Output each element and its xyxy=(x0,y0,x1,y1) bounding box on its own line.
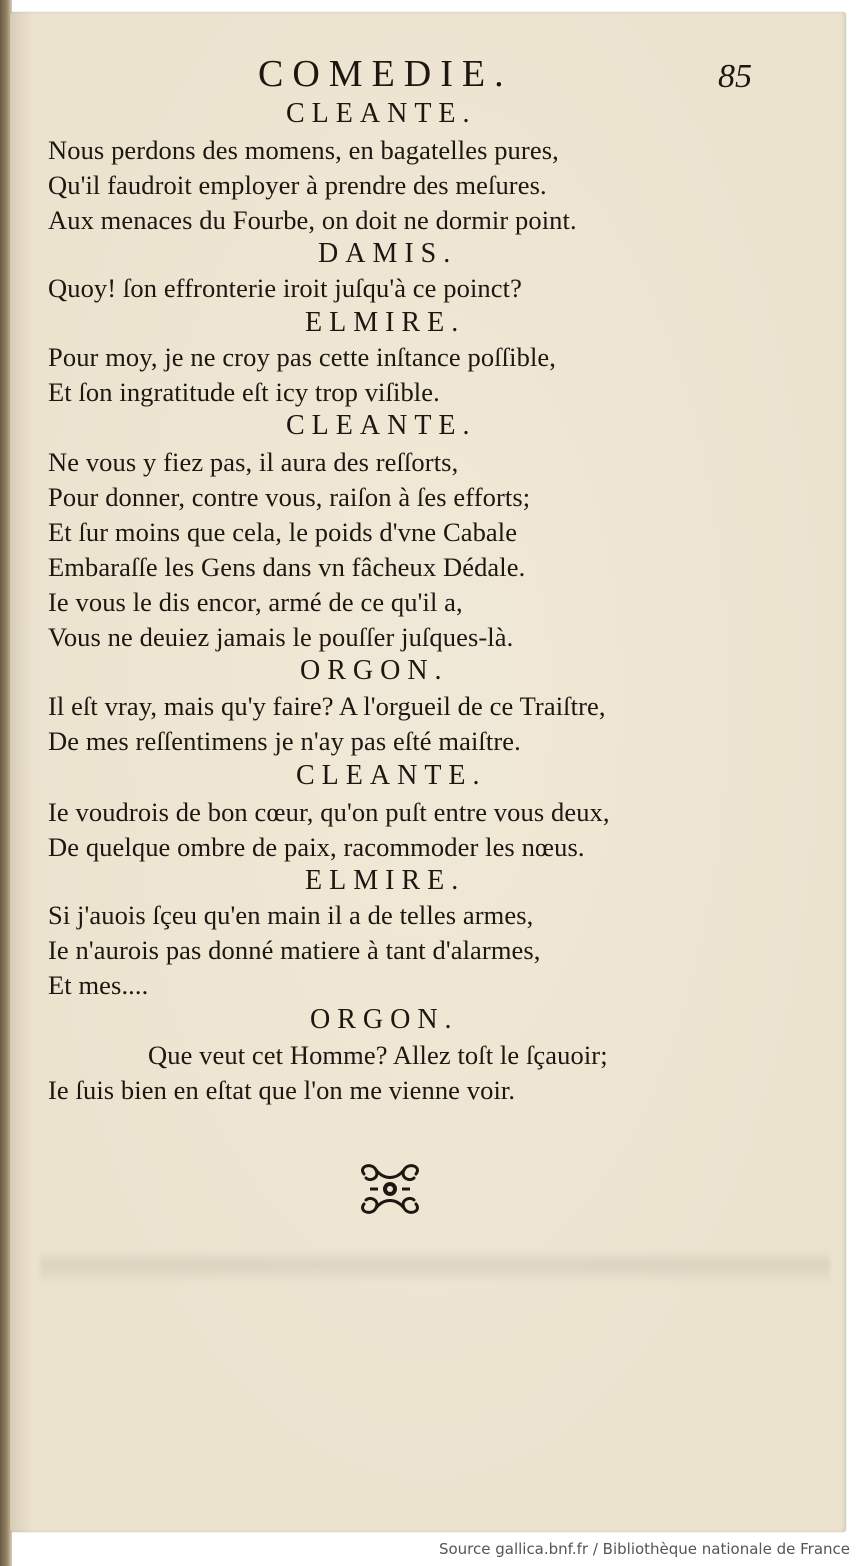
verse-line: Si j'auois ſçeu qu'en main il a de telles armes, xyxy=(48,900,534,930)
fleuron-ornament-icon xyxy=(356,1160,424,1218)
page-number: 85 xyxy=(718,58,752,95)
verse-line: Ie n'aurois pas donné matiere à tant d'alarmes, xyxy=(48,935,541,965)
verse-line: Nous perdons des momens, en bagatelles pures, xyxy=(48,135,559,165)
show-through-text xyxy=(40,1250,830,1284)
speaker-heading: ORGON. xyxy=(310,1004,459,1035)
verse-line: Quoy! ſon effronterie iroit juſqu'à ce poinct? xyxy=(48,273,522,303)
speaker-heading: DAMIS. xyxy=(318,238,458,269)
verse-line: Et mes.... xyxy=(48,970,149,1000)
verse-line: Ie voudrois de bon cœur, qu'on puſt entre vous deux, xyxy=(48,797,610,827)
verse-line: Ie ſuis bien en eſtat que l'on me vienne voir. xyxy=(48,1075,516,1105)
verse-line: De quelque ombre de paix, racommoder les nœus. xyxy=(48,832,585,862)
running-head: COMEDIE. xyxy=(258,53,513,95)
speaker-heading: CLEANTE. xyxy=(286,410,477,441)
verse-line: Aux menaces du Fourbe, on doit ne dormir point. xyxy=(48,205,577,235)
verse-line: Que veut cet Homme? Allez toſt le ſçauoir; xyxy=(148,1040,608,1070)
speaker-heading: ELMIRE. xyxy=(305,865,466,896)
verse-line: Il eſt vray, mais qu'y faire? A l'orgueil de ce Traiſtre, xyxy=(48,691,606,721)
verse-line: Vous ne deuiez jamais le pouſſer juſques-là. xyxy=(48,622,514,652)
verse-line: De mes reſſentimens je n'ay pas eſté maiſtre. xyxy=(48,726,521,756)
verse-line: Ie vous le dis encor, armé de ce qu'il a, xyxy=(48,587,463,617)
verse-line: Qu'il faudroit employer à prendre des meſures. xyxy=(48,170,547,200)
speaker-heading: ORGON. xyxy=(300,655,449,686)
verse-line: Pour moy, je ne croy pas cette inſtance poſſible, xyxy=(48,342,556,372)
verse-line: Embaraſſe les Gens dans vn fâcheux Dédale. xyxy=(48,552,526,582)
verse-line: Ne vous y fiez pas, il aura des reſſorts, xyxy=(48,447,459,477)
speaker-heading: CLEANTE. xyxy=(296,760,487,791)
source-credit: Source gallica.bnf.fr / Bibliothèque nationale de France xyxy=(438,1540,850,1558)
verse-line: Et ſon ingratitude eſt icy trop viſible. xyxy=(48,377,440,407)
speaker-heading: CLEANTE. xyxy=(286,98,477,129)
verse-line: Et ſur moins que cela, le poids d'vne Cabale xyxy=(48,517,518,547)
speaker-heading: ELMIRE. xyxy=(305,307,466,338)
verse-line: Pour donner, contre vous, raiſon à ſes efforts; xyxy=(48,482,531,512)
